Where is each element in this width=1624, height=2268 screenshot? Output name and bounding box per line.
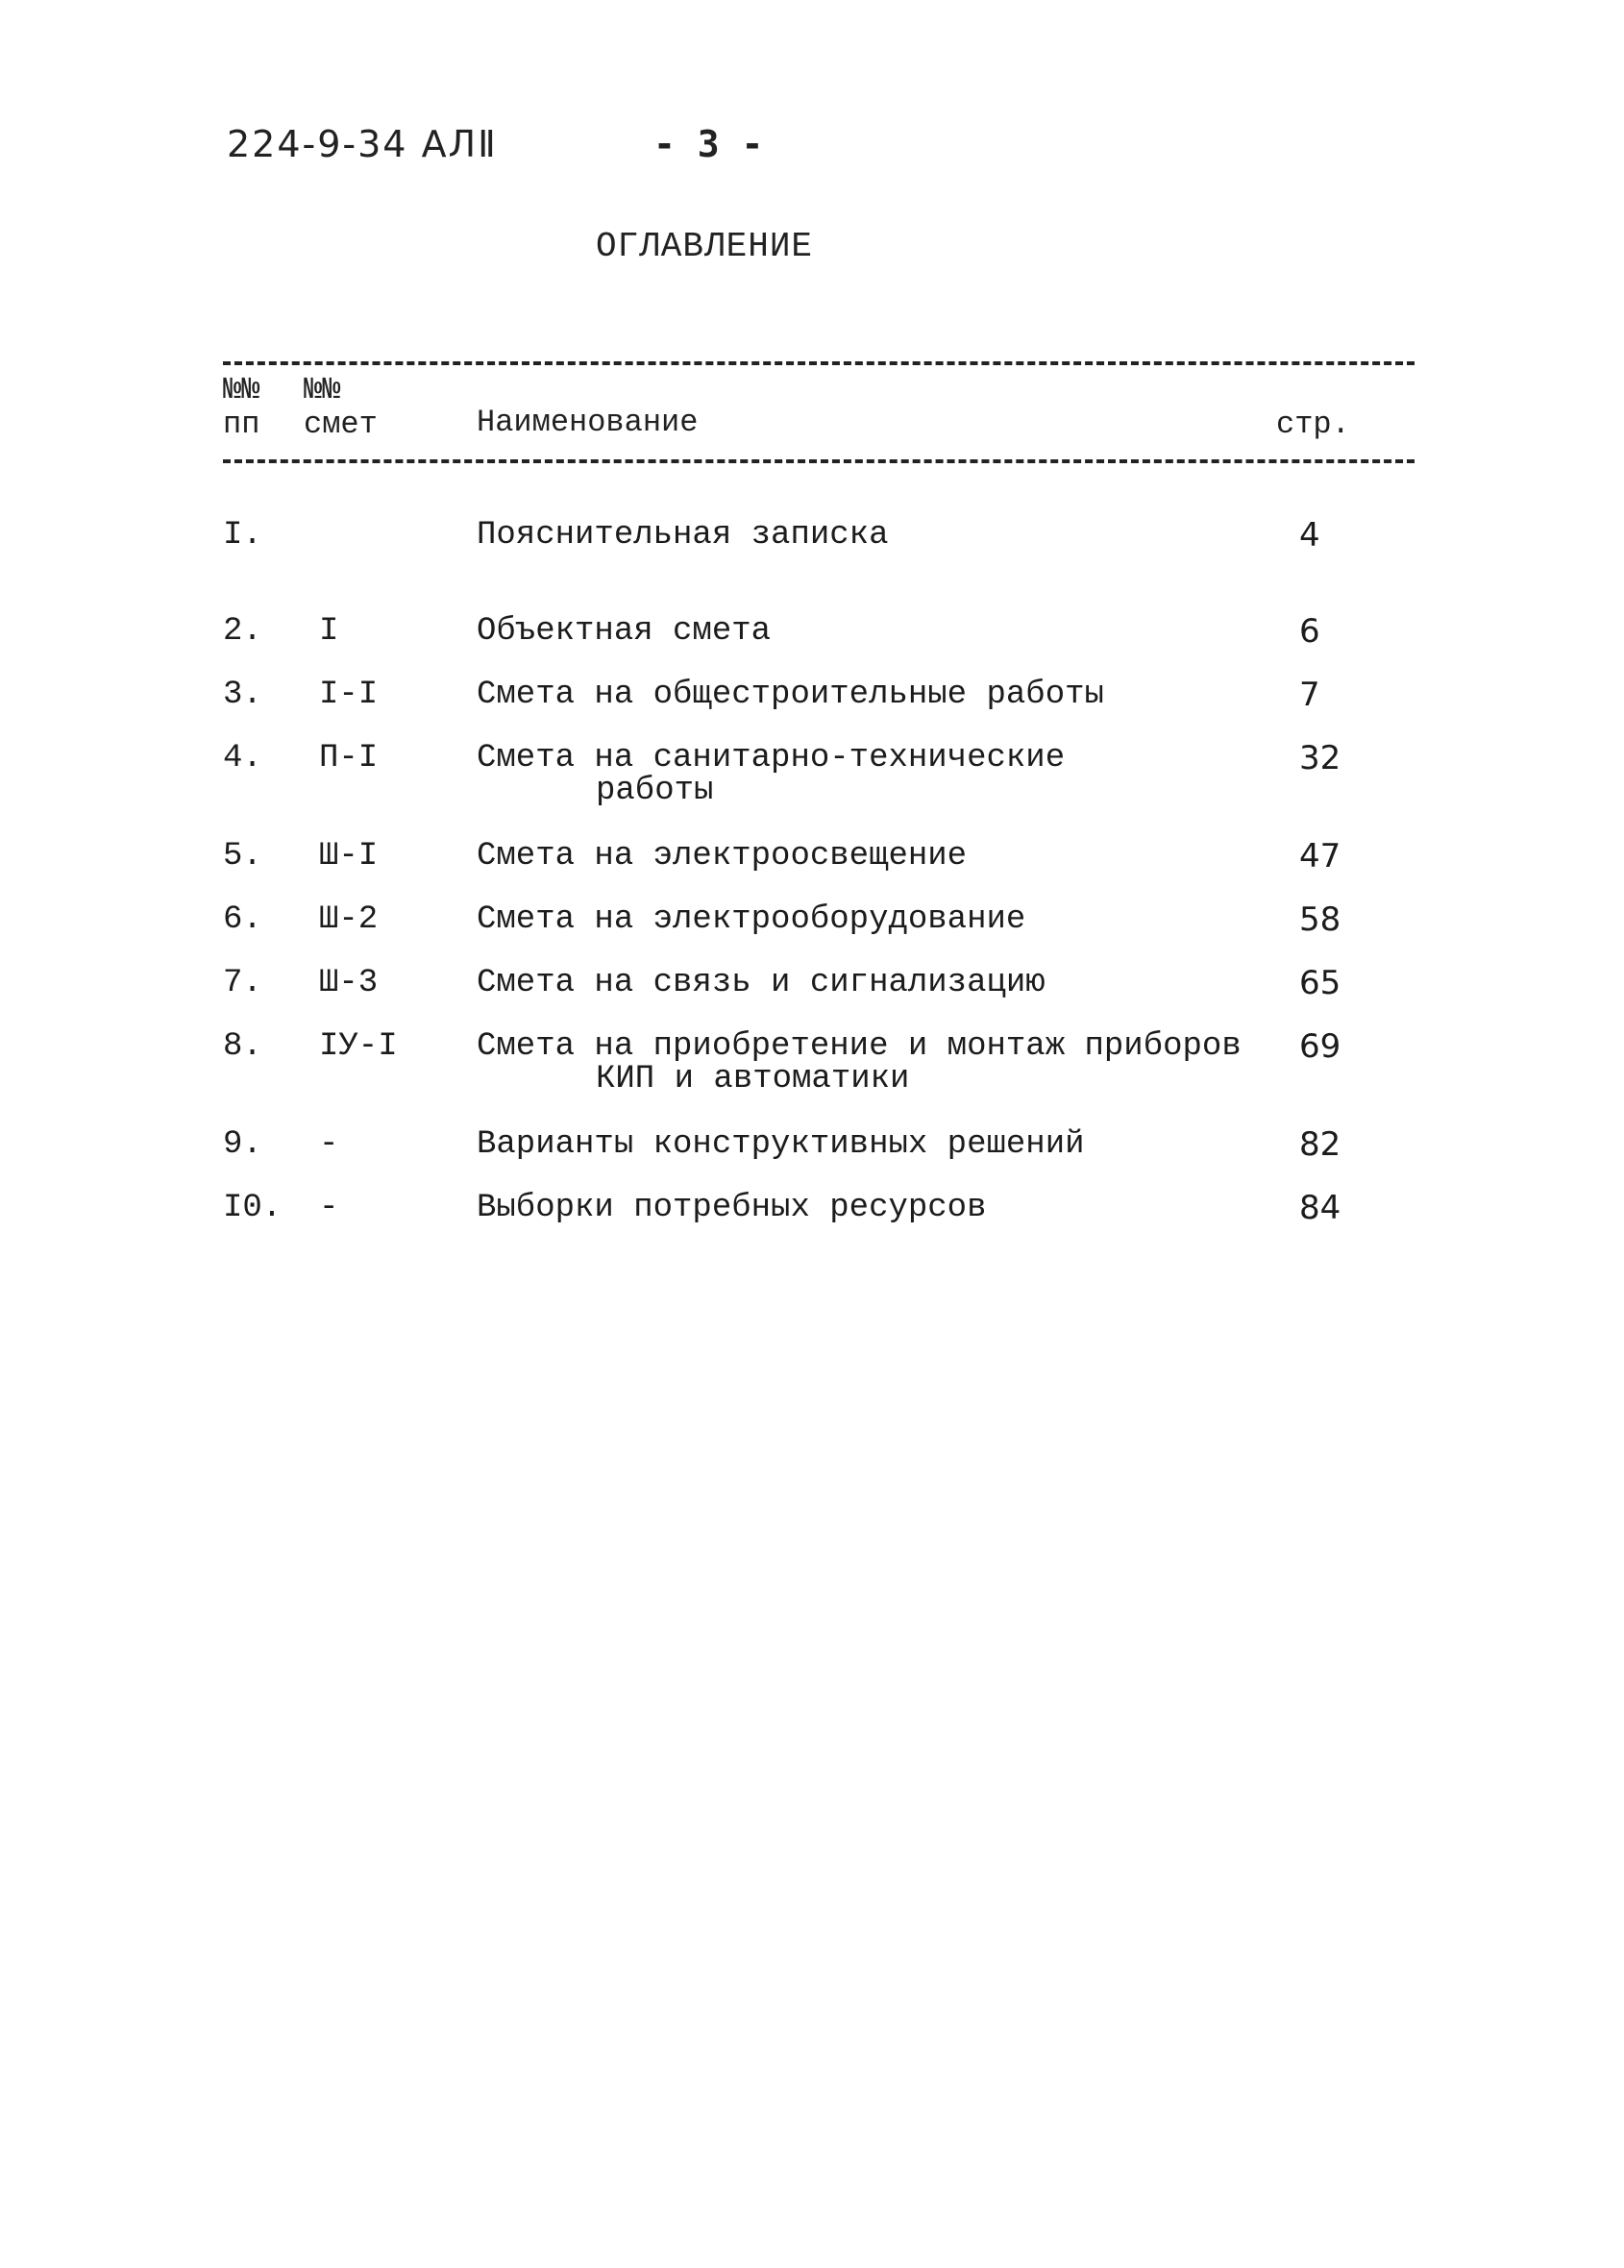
row-page: 32 xyxy=(1299,739,1341,777)
row-number: 3. xyxy=(223,677,262,713)
row-name: Смета на электрооборудование xyxy=(477,901,1026,938)
row-number: 5. xyxy=(223,838,262,875)
row-number: I. xyxy=(223,517,262,554)
row-name: Пояснительная записка xyxy=(477,517,889,554)
row-page: 6 xyxy=(1299,612,1320,651)
column-header-number-line1: №№ xyxy=(223,372,260,407)
row-page: 69 xyxy=(1299,1027,1341,1066)
row-smeta: Ш-I xyxy=(319,838,379,875)
row-page: 4 xyxy=(1299,516,1320,555)
row-smeta: IУ-I xyxy=(319,1028,398,1065)
row-name: Смета на электроосвещение xyxy=(477,838,968,875)
row-page: 47 xyxy=(1299,837,1341,875)
row-smeta: Ш-3 xyxy=(319,965,379,1001)
row-page: 65 xyxy=(1299,964,1341,1002)
row-number: 2. xyxy=(223,613,262,650)
row-page: 82 xyxy=(1299,1125,1341,1164)
row-number: 4. xyxy=(223,740,262,777)
page-number: - 3 - xyxy=(653,123,764,165)
row-smeta: I xyxy=(319,613,339,650)
row-name-continuation: КИП и автоматики xyxy=(596,1061,910,1097)
column-header-number xyxy=(223,373,259,442)
row-smeta: - xyxy=(319,1126,339,1163)
column-header-page: стр. xyxy=(1276,407,1350,442)
row-smeta: Ш-2 xyxy=(319,901,379,938)
row-name: Смета на санитарно-технические xyxy=(477,740,1066,777)
row-name: Смета на приобретение и монтаж приборов xyxy=(477,1028,1242,1065)
row-name-block xyxy=(477,742,1265,807)
row-page: 7 xyxy=(1299,676,1320,714)
column-header-smeta-line1: №№ xyxy=(304,372,341,407)
column-header-number-line2: пп xyxy=(223,407,260,442)
header-bottom-divider xyxy=(223,459,1415,463)
row-number: 7. xyxy=(223,965,262,1001)
row-name: Выборки потребных ресурсов xyxy=(477,1190,987,1226)
row-number: 6. xyxy=(223,901,262,938)
row-smeta: - xyxy=(319,1190,339,1226)
document-code: 224-9-34 АЛⅡ xyxy=(227,123,498,165)
row-name: Объектная смета xyxy=(477,613,772,650)
row-name-continuation: работы xyxy=(596,773,714,809)
column-header-smeta-line2: смет xyxy=(304,407,378,442)
row-page: 84 xyxy=(1299,1189,1341,1227)
row-name-block xyxy=(477,1030,1265,1096)
row-page: 58 xyxy=(1299,900,1341,939)
row-number: I0. xyxy=(223,1190,283,1226)
row-name: Смета на общестроительные работы xyxy=(477,677,1104,713)
column-header-smeta xyxy=(304,373,378,442)
row-name: Варианты конструктивных решений xyxy=(477,1126,1085,1163)
row-smeta: I-I xyxy=(319,677,379,713)
row-number: 8. xyxy=(223,1028,262,1065)
header-top-divider xyxy=(223,361,1415,365)
row-name: Смета на связь и сигнализацию xyxy=(477,965,1046,1001)
row-smeta: П-I xyxy=(319,740,379,777)
toc-title: ОГЛАВЛЕНИЕ xyxy=(596,227,814,266)
column-header-name: Наименование xyxy=(477,405,699,440)
row-number: 9. xyxy=(223,1126,262,1163)
